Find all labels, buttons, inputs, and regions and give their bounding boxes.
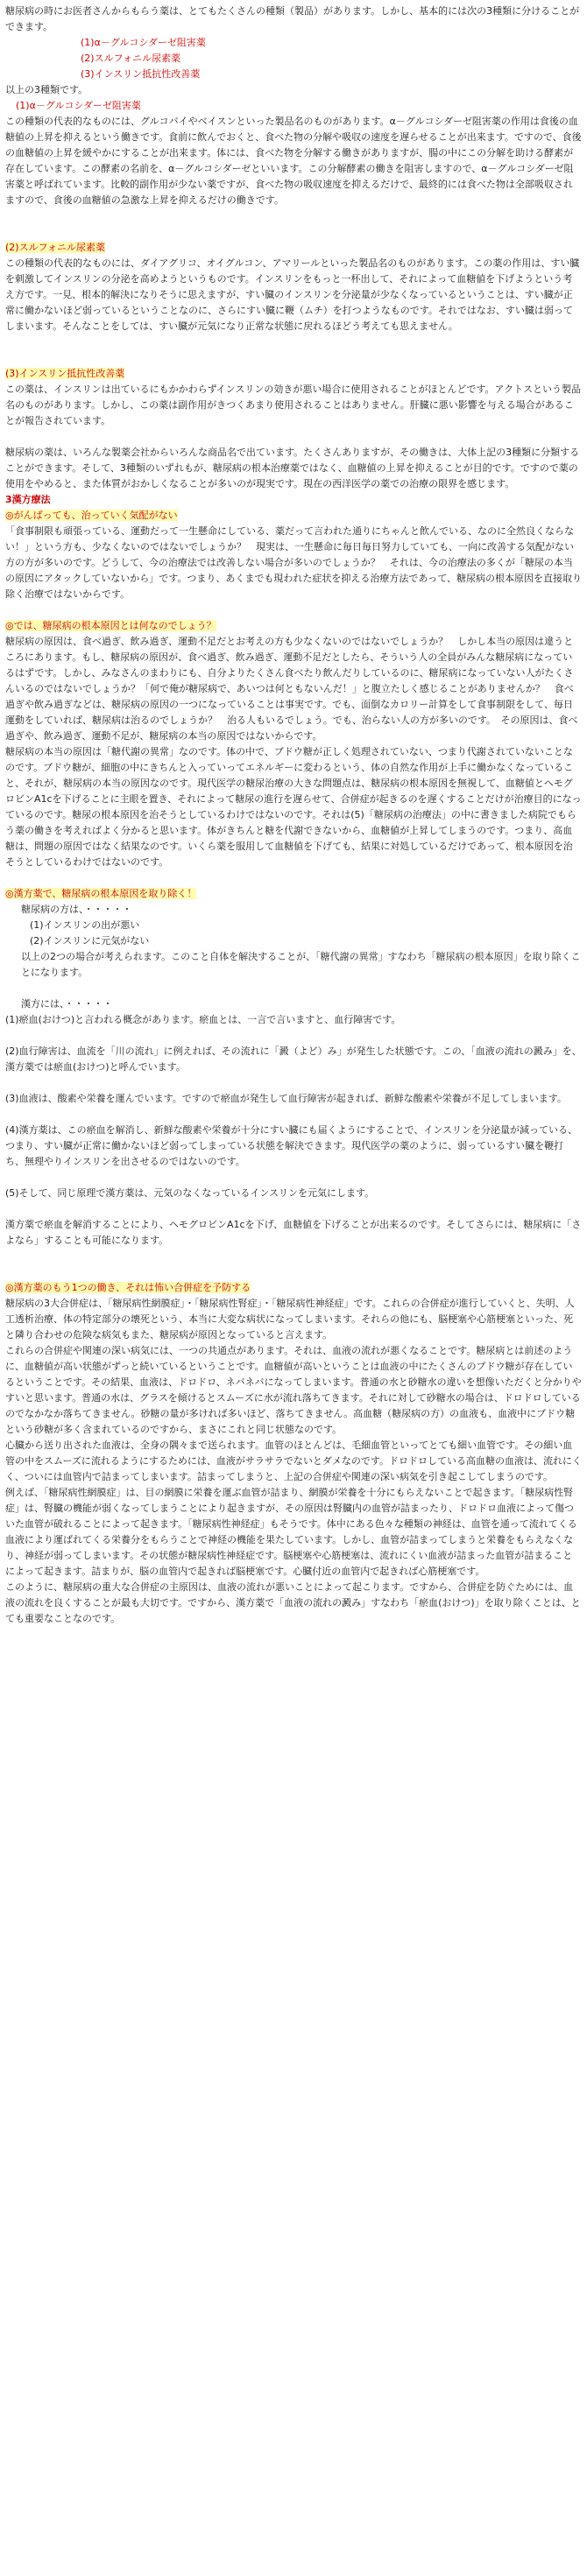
kampo-complications-body-1: 糖尿病の3大合併症は、「糖尿病性網膜症」・「糖尿病性腎症」・「糖尿病性神経症」です。これらの合併症が進行していくと、失明、人工透析治療、体の特定部分の壊死という、本当に大変な病状になってしまいます。それらの他にも、脳梗塞や心筋梗塞といった、死と隣り合わせの危険な病気もまた、糖尿病が原因となっていると言えます。 <box>5 1298 575 1341</box>
intro-summary: 以上の3種類です。 <box>5 84 88 95</box>
intro-list-item: (2)スルフォニル尿素薬 <box>81 53 181 64</box>
kampo-point-3: (3)血液は、酸素や栄養を運んでいます。ですので瘀血が発生して血行障害が起きれば、新鮮な酸素や栄養が不足してしまいます。 <box>5 1093 567 1104</box>
intro-list-item: (1)α－グルコシダーゼ阻害薬 <box>81 37 206 48</box>
kampo-conclusion: 漢方薬で瘀血を解消することにより、ヘモグロビンA1cを下げ、血糖値を下げることが出来るのです。そしてさらには、糖尿病に「さよなら」することも可能になります。 <box>5 1219 582 1246</box>
section-body-insulin-resistance: この薬は、インスリンは出ているにもかかわらずインスリンの効きが悪い場合に使用されることがほとんどです。アクトスという製品名のものがあります。しかし、この薬は副作用がきつくあまり使用されることはありません。肝臓に悪い影響を与える場合があることが報告されています。 <box>5 384 582 426</box>
kampo-title: 3漢方療法 <box>5 494 51 505</box>
kampo-body-root-cause-2: 糖尿病の本当の原因は「糖代謝の異常」なのです。体の中で、ブドウ糖が正しく処理されていない、つまり代謝されていないことなのです。ブドウ糖が、細胞の中にきちんと入っていってエネルギーに変わるという、体の自然な作用が上手に働かなくなっていること、それが、糖尿病の本当の原因なのです。現代医学の糖尿治療の大きな問題点は、糖尿病の根本原因を無視して、血糖値とヘモグロビンA1cを下げることに主眼を置き、それによって糖尿の進行を遅らせて、合併症が起きるのを遅くすることだけが治療目的になっているのです。糖尿の根本原因を治そうとしているわけではないのです。それは(5)「糖尿病の治療法」の中に書きました病院でもらう薬の働きを考えればよく分かると思います。体がきちんと糖を代謝できないから、血糖値が上昇してしまうのです。つまり、高血糖は、問題の原因ではなく結果なのです。いくら薬を服用して血糖値を下げても、結果に対処しているだけであって、根本原因を治そうとしているわけではないのです。 <box>5 746 582 868</box>
section-heading-sulfonylurea: (2)スルフォニル尿素薬 <box>5 242 106 253</box>
section-heading-alpha-glucosidase: (1)α－グルコシダーゼ阻害薬 <box>16 100 141 111</box>
kampo-point-5: (5)そして、同じ原理で漢方薬は、元気のなくなっているインスリンを元気にします。 <box>5 1187 375 1199</box>
section-body-alpha-glucosidase: この種類の代表的なものには、グルコバイやベイスンといった製品名のものがあります。α－グルコシダーゼ阻害薬の作用は食後の血糖値の上昇を抑えるという働きです。食前に飲んでおくと、食べた物の分解や吸収の速度を遅らせることが出来ます。ですので、食後の血糖値の上昇を緩やかにすることが出来ます。体には、食べた物を分解する働きがありますが、腸の中にこの分解を助ける酵素が存在しています。この酵素の名前を、α－グルコシダーゼといいます。この分解酵素の働きを阻害しますので、α－グルコシダーゼ阻害薬と呼ばれています。比較的副作用が少ない薬ですが、食べた物の吸収速度を抑えるだけで、最終的には食べた物は全部吸収されますので、食後の血糖値の急激な上昇を抑えるだけの働きです。 <box>5 116 582 206</box>
kampo-cause-item: (1)インスリンの出が悪い <box>30 919 140 931</box>
kampo-complications-body-3: 心臓から送り出された血液は、全身の隅々まで送られます。血管のほとんどは、毛細血管といってとても細い血管です。その細い血管の中をスムーズに流れるようにするためには、血液がサラサラでないとダメなのです。ドロドロしている高血糖の血液は、流れにくく、ついには血管内で詰まってしまいます。詰まってしまうと、上記の合併症や関連の深い病気を引き起こしてしまうのです。 <box>5 1439 583 1482</box>
kampo-patients-intro: 糖尿病の方は、・・・・・ <box>21 904 132 915</box>
kampo-cause-item: (2)インスリンに元気がない <box>30 935 150 947</box>
kampo-complications-body-5: このように、糖尿病の重大な合併症の主原因は、血液の流れが悪いことによって起こります。ですから、合併症を防ぐためには、血液の流れを良くすることが最も大切です。ですから、漢方薬で「血液の流れの澱み」すなわち「瘀血(おけつ)」を取り除くことは、とても重要なことなのです。 <box>5 1581 581 1624</box>
kampo-point-2: (2)血行障害は、血流を「川の流れ」に例えれば、その流れに「澱（よど）み」が発生した状態です。この、「血液の流れの澱み」を、漢方薬では瘀血(おけつ)と呼んでいます。 <box>5 1045 582 1073</box>
kampo-complications-body-2: これらの合併症や関連の深い病気には、一つの共通点があります。それは、血液の流れが悪くなることです。糖尿病とは前述のように、血糖値が高い状態がずっと続いているということです。血糖値が高いということは血液の中にたくさんのブドウ糖が存在しているということです。その結果、血液は、ドロドロ、ネバネバになってしまいます。普通の水と砂糖水の違いを想像いただくと分かりやすいと思います。普通の水は、グラスを傾けるとスムーズに水が流れ落ちてきます。それに対して砂糖水の場合は、ドロドロしているのでなかなか落ちてきません。砂糖の量が多ければ多いほど、落ちてきません。高血糖（糖尿病の方）の血液も、血液中にブドウ糖という砂糖が多く含まれているのですから、まさにこれと同じ状態なのです。 <box>5 1345 582 1435</box>
kampo-point-4: (4)漢方薬は、この瘀血を解消し、新鮮な酸素や栄養が十分にすい臓にも届くようにすることで、インスリンを分泌量が減っている、つまり、すい臓が正常に働かないほど弱ってしまっている状態を解決できます。現代医学の薬のように、弱っているすい臓を鞭打ち、無理やりインスリンを出させるのではないのです。 <box>5 1124 578 1167</box>
kampo-heading-complications: ◎漢方薬のもう1つの働き、それは怖い合併症を予防する <box>5 1282 251 1293</box>
kampo-complications-body-4: 例えば、「糖尿病性網膜症」は、目の網膜に栄養を運ぶ血管が詰まり、網膜が栄養を十分にもらえないことで起きます。「糖尿病性腎症」は、腎臓の機能が弱くなってしまうことにより起きますが、その原因は腎臓内の血管が詰まったり、ドロドロ血液によって傷ついた血管が破れることによって起きます。「糖尿病性神経症」もそうです。体中にある色々な種類の神経は、血管を通って流れてくる血液により運ばれてくる栄養分をもらうことで神経の機能を果たしています。しかし、血管が詰まってしまうと栄養をもらえなくなり、神経が弱ってしまいます。その状態が糖尿病性神経症です。脳梗塞や心筋梗塞は、流れにくい血液が詰まった血管が詰まることによって起きます。詰まりが、脳の血管内で起きれば脳梗塞です。心臓付近の血管内で起きれば心筋梗塞です。 <box>5 1487 577 1577</box>
kampo-heading-root-cause: ◎では、糖尿病の根本原因とは何なのでしょう？ <box>5 620 216 631</box>
kampo-concept-intro: 漢方には、・・・・・ <box>21 998 113 1010</box>
kampo-cause-summary: 以上の2つの場合が考えられます。このこと自体を解決することが、「糖代謝の異常」すなわち「糖尿病の根本原因」を取り除くことになります。 <box>21 951 581 978</box>
kampo-heading-no-improvement: ◎がんばっても、治っていく気配がない <box>5 510 178 521</box>
kampo-heading-remove-cause: ◎漢方薬で、糖尿病の根本原因を取り除く！ <box>5 888 197 899</box>
section-body-sulfonylurea: この種類の代表的なものには、ダイアグリコ、オイグルコン、アマリールといった製品名のものがあります。この薬の作用は、すい臓を刺激してインスリンの分泌を高めようというものです。インスリンをもっと一杯出して、それによって血糖値を下げようという考え方です。一見、根本的解決になりそうに思えますが、すい臓のインスリンを分泌量が少なくなっているということは、すい臓が正常に働かないほど弱っているということなのに、さらにすい臓に鞭（ムチ）を打つようなものです。それではなお、すい臓は弱ってしまいます。そんなことをしては、すい臓が元気になり正常な状態に戻れるほどう考えても思えません。 <box>5 257 580 332</box>
kampo-body-root-cause: 糖尿病の原因は、食べ過ぎ、飲み過ぎ、運動不足だとお考えの方も少なくないのではないでしょうか？ しかし本当の原因は違うところにあります。もし、糖尿病の原因が、食べ過ぎ、飲み過ぎ、運動不足だとしたら、そういう人の全員がみんな糖尿病になっているはずです。しかし、みなさんのまわりにも、自分よりたくさん食べたり飲んだりしているのに、糖尿病になっていない人がたくさんいるのではないでしょうか？「何で俺が糖尿病で、あいつは何ともないんだ！」と腹立たしく感じることがありませんか？ 食べ過ぎや飲み過ぎなどは、糖尿病の原因の一つになっていることは事実です。でも、面倒なカロリー計算をして食事制限をして、毎日運動をしていれば、糖尿病は治るのでしょうか？ 治る人もいるでしょう。でも、治らない人の方が多いのです。 その原因は、食べ過ぎや、飲み過ぎ、運動不足が、糖尿病の本当の原因ではないからです。 <box>5 636 578 742</box>
medicine-summary: 糖尿病の薬は、いろんな製薬会社からいろんな商品名で出ています。たくさんありますが、その働きは、大体上記の3種類に分類することができます。そして、3種類のいずれもが、糖尿病の根本治療薬ではなく、血糖値の上昇を抑えることが目的です。ですので薬の使用をやめると、また体質がおかしくなることが多いのが現実です。現在の西洋医学の薬での治療の限界を感じます。 <box>5 447 580 489</box>
intro-paragraph: 糖尿病の時にお医者さんからもらう薬は、とてもたくさんの種類（製品）があります。しかし、基本的には次の3種類に分けることができます。 <box>5 5 580 32</box>
section-heading-insulin-resistance: (3)インスリン抵抗性改善薬 <box>5 368 125 379</box>
intro-list-item: (3)インスリン抵抗性改善薬 <box>81 68 201 80</box>
kampo-point-1: (1)瘀血(おけつ)と言われる概念があります。瘀血とは、一言で言いますと、血行障害です。 <box>5 1014 401 1025</box>
kampo-body-no-improvement: 「食事制限も頑張っている、運動だって一生懸命にしている、薬だって言われた通りにちゃんと飲んでいる、なのに全然良くならない！」という方も、少なくないのではないでしょうか？ 現実は、一生懸命に毎日毎日努力していても、一向に改善する気配がない方の方が多いのです。どうして、今の治療法では改善しない場合が多いのでしょうか？ それは、今の治療法の多くが「糖尿の本当の原因にアタックしていないから」です。つまり、あくまでも現われた症状を抑える治療方法であって、糖尿病の根本原因を直接取り除く治療ではないからです。 <box>5 525 583 600</box>
